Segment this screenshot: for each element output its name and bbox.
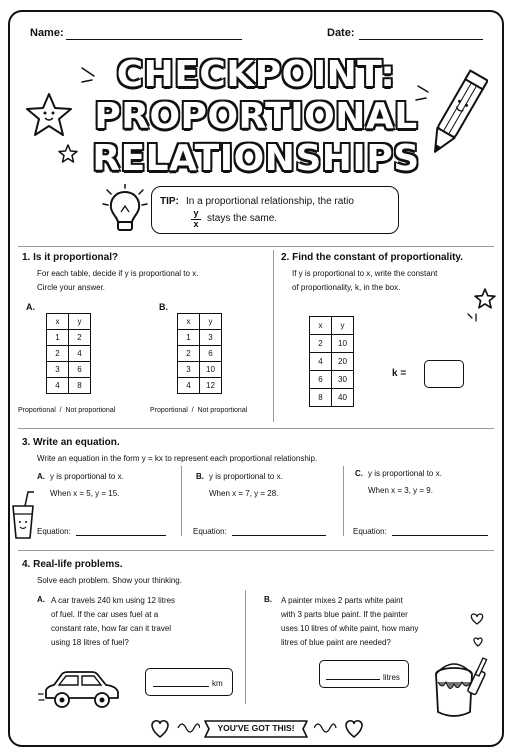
k-answer-box[interactable] [424, 360, 464, 388]
q1-table-b [177, 313, 222, 394]
table-header: x [47, 314, 69, 330]
tip-box [151, 186, 399, 234]
q3-instr: Write an equation in the form y = kx to represent each proportional relationship. [37, 454, 318, 463]
paint-bucket-icon [428, 650, 494, 722]
footer-banner-text: YOU'VE GOT THIS! [217, 723, 295, 733]
table-cell: 2 [69, 330, 91, 346]
heart-icon [148, 717, 172, 739]
smiling-pencil-icon [428, 62, 488, 162]
tip-label: TIP: [160, 196, 179, 207]
q4-a-unit: km [212, 679, 223, 688]
q3-a-label: A. [37, 472, 45, 481]
table-cell: 4 [178, 378, 200, 394]
q3-c-line-2: When x = 3, y = 9. [368, 486, 433, 495]
table-cell: 12 [200, 378, 222, 394]
car-icon [38, 668, 124, 712]
table-row [310, 353, 354, 371]
table-row [178, 330, 222, 346]
q4-b-line-4: litres of blue paint are needed? [281, 638, 391, 647]
q2-instr-1: If y is proportional to x, write the constant [292, 269, 438, 278]
lightbulb-icon [101, 184, 149, 236]
q4-a-line-3: constant rate, how far can it travel [51, 624, 172, 633]
table-row [47, 330, 91, 346]
table-cell: 4 [69, 346, 91, 362]
table-cell: 4 [310, 353, 332, 371]
q1-instr-2: Circle your answer. [37, 283, 106, 292]
title-line-1: CHECKPOINT: [116, 54, 396, 95]
q4-b-unit: litres [383, 673, 400, 682]
table-header: y [69, 314, 91, 330]
table-cell: 6 [200, 346, 222, 362]
q2-title: 2. Find the constant of proportionality. [281, 252, 464, 263]
table-row [178, 346, 222, 362]
q3-b-label: B. [196, 472, 204, 481]
table-cell: 6 [69, 362, 91, 378]
table-cell: 30 [332, 371, 354, 389]
q1-table-b-choice[interactable]: Proportional / Not proportional [150, 407, 248, 414]
small-star-icon [474, 288, 496, 310]
table-row [178, 378, 222, 394]
q4-b-answer-line[interactable] [326, 679, 380, 680]
q2-table [309, 316, 354, 407]
smiling-star-icon [24, 92, 74, 138]
q4-instr: Solve each problem. Show your thinking. [37, 576, 182, 585]
title-line-3: RELATIONSHIPS [92, 138, 420, 179]
squiggle-icon [314, 718, 338, 738]
q3-a-line-2: When x = 5, y = 15. [50, 489, 120, 498]
table-header: y [200, 314, 222, 330]
table-cell: 6 [310, 371, 332, 389]
table-cell: 10 [200, 362, 222, 378]
q3-b-line-1: y is proportional to x. [209, 472, 283, 481]
table-cell: 2 [310, 335, 332, 353]
q3-c-label: C. [355, 469, 363, 478]
table-cell: 3 [47, 362, 69, 378]
table-cell: 3 [178, 362, 200, 378]
date-label: Date: [327, 27, 355, 39]
q3-c-eq-label: Equation: [353, 527, 387, 536]
small-star-icon [58, 144, 78, 164]
table-header: y [332, 317, 354, 335]
q3-b-eq-label: Equation: [193, 527, 227, 536]
juice-cup-icon [8, 490, 38, 540]
q4-a-line-4: using 18 litres of fuel? [51, 638, 129, 647]
q1-table-a [46, 313, 91, 394]
q3-a-eq-field[interactable] [76, 535, 166, 536]
name-field[interactable] [66, 39, 242, 40]
q3-b-line-2: When x = 7, y = 28. [209, 489, 279, 498]
divider-q2-q3 [18, 428, 494, 429]
table-row [310, 335, 354, 353]
q3-a-line-1: y is proportional to x. [50, 472, 124, 481]
table-header: x [178, 314, 200, 330]
sparkle-lines-icon [414, 84, 432, 104]
tip-frac-num: y [193, 208, 199, 218]
q1-instr-1: For each table, decide if y is proportional to x. [37, 269, 199, 278]
q1-table-b-label: B. [159, 302, 168, 312]
table-cell: 1 [47, 330, 69, 346]
hearts-icon [466, 612, 488, 652]
sparkle-icon [466, 312, 480, 324]
q4-a-answer-line[interactable] [153, 686, 209, 687]
table-header: x [310, 317, 332, 335]
title-line-2: PROPORTIONAL [94, 96, 418, 137]
divider-q1-q2 [273, 250, 274, 422]
table-cell: 20 [332, 353, 354, 371]
tip-text-2: stays the same. [207, 213, 278, 224]
table-row [178, 362, 222, 378]
q4-a-label: A. [37, 595, 45, 604]
q3-a-eq-label: Equation: [37, 527, 71, 536]
q3-title: 3. Write an equation. [22, 437, 120, 448]
q3-c-eq-field[interactable] [392, 535, 488, 536]
q4-a-line-1: A car travels 240 km using 12 litres [51, 596, 176, 605]
table-cell: 3 [200, 330, 222, 346]
name-label: Name: [30, 27, 64, 39]
q2-instr-2: of proportionality, k, in the box. [292, 283, 401, 292]
q4-title: 4. Real-life problems. [22, 559, 123, 570]
divider-q4-a-b [245, 590, 246, 704]
tip-frac-den: x [193, 219, 199, 229]
q1-title: 1. Is it proportional? [22, 252, 119, 263]
sparkle-icon [80, 66, 98, 84]
table-cell: 8 [310, 389, 332, 407]
table-row [310, 389, 354, 407]
squiggle-icon [176, 718, 200, 738]
table-row [47, 378, 91, 394]
table-row [310, 371, 354, 389]
q4-b-line-2: with 3 parts blue paint. If the painter [281, 610, 408, 619]
divider-q3-b-c [343, 466, 344, 536]
q4-b-label: B. [264, 595, 272, 604]
table-row [47, 362, 91, 378]
table-cell: 10 [332, 335, 354, 353]
table-cell: 8 [69, 378, 91, 394]
k-label: k = [392, 368, 407, 379]
table-cell: 1 [178, 330, 200, 346]
table-row [47, 346, 91, 362]
table-cell: 40 [332, 389, 354, 407]
q1-table-a-label: A. [26, 302, 35, 312]
divider-q3-a-b [181, 466, 182, 536]
heart-icon [342, 717, 366, 739]
q4-a-line-2: of fuel. If the car uses fuel at a [51, 610, 159, 619]
divider-q3-q4 [18, 550, 494, 551]
date-field[interactable] [359, 39, 483, 40]
table-cell: 2 [178, 346, 200, 362]
table-cell: 4 [47, 378, 69, 394]
q3-b-eq-field[interactable] [232, 535, 326, 536]
table-cell: 2 [47, 346, 69, 362]
divider-top [18, 246, 494, 247]
q3-c-line-1: y is proportional to x. [368, 469, 442, 478]
q4-b-line-3: uses 10 litres of white paint, how many [281, 624, 419, 633]
q4-b-line-1: A painter mixes 2 parts white paint [281, 596, 403, 605]
q1-table-a-choice[interactable]: Proportional / Not proportional [18, 407, 116, 414]
tip-text-1: In a proportional relationship, the ratio [186, 196, 354, 207]
